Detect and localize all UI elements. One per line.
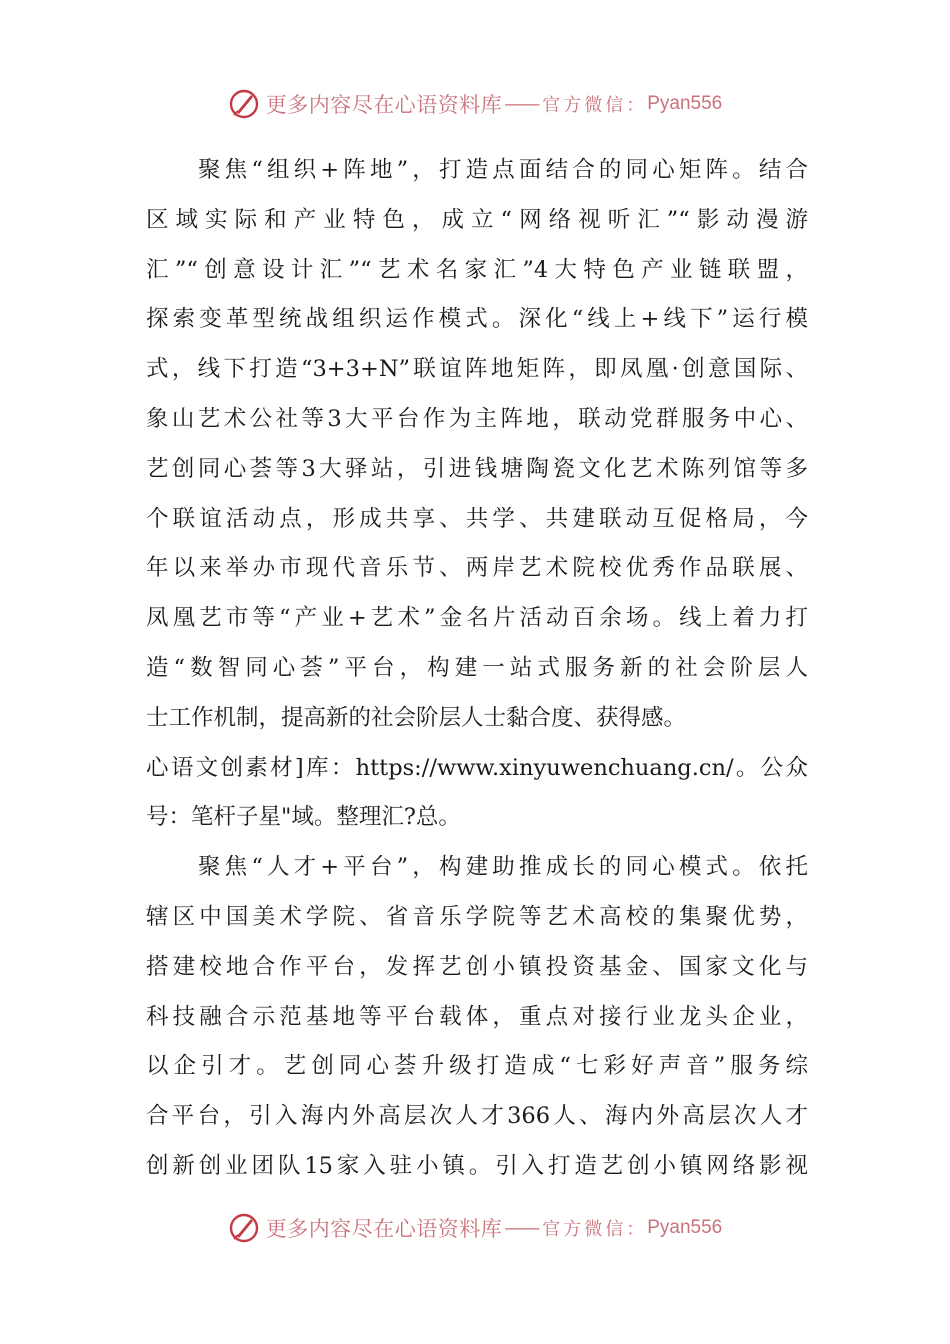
banner-wechat-id: Pyan556: [647, 1217, 723, 1238]
paragraph-2-line: 聚焦“人才+平台”，构建助推成长的同心模式。依托: [198, 854, 808, 881]
header-watermark-banner: [0, 84, 950, 124]
paragraph-2-line: 以企引才。艺创同心荟升级打造成“七彩好声音”服务综: [146, 1053, 808, 1080]
document-body: [146, 146, 808, 1192]
banner-wechat-label: 官方微信：: [542, 95, 648, 116]
paragraph-2-line: 科技融合示范基地等平台载体，重点对接行业龙头企业，: [146, 1003, 808, 1030]
paragraph-1-line: 区域实际和产业特色，成立“网络视听汇”“影动漫游: [146, 206, 808, 233]
banner-separator: ——: [504, 93, 539, 115]
banner-wechat-id: Pyan556: [647, 93, 723, 114]
paragraph-1-line: 汇”“创意设计汇”“艺术名家汇”4大特色产业链联盟，: [146, 256, 808, 283]
paragraph-1-line: 凤凰艺市等“产业+艺术”金名片活动百余场。线上着力打: [146, 605, 808, 632]
footer-watermark-banner: [0, 1208, 950, 1248]
paragraph-2-line: 辖区中国美术学院、省音乐学院等艺术高校的集聚优势，: [146, 903, 808, 930]
banner-site-text: 更多内容尽在心语资料库: [265, 1217, 503, 1241]
quill-pen-logo-icon: [228, 1212, 260, 1244]
source-note-line: 心语文创素材]库：https://www.xinyuwenchuang.cn/。公众: [146, 754, 808, 781]
banner-site-text: 更多内容尽在心语资料库: [265, 93, 503, 117]
banner-wechat-label: 官方微信：: [542, 1219, 648, 1240]
paragraph-2-line: 搭建校地合作平台，发挥艺创小镇投资基金、国家文化与: [146, 953, 808, 980]
paragraph-2-line: 创新创业团队15家入驻小镇。引入打造艺创小镇网络影视: [146, 1152, 808, 1179]
paragraph-1-line: 象山艺术公社等3大平台作为主阵地，联动党群服务中心、: [146, 405, 808, 432]
paragraph-1-line: 士工作机制，提高新的社会阶层人士黏合度、获得感。: [146, 704, 687, 731]
paragraph-1-line: 探索变革型统战组织运作模式。深化“线上+线下”运行模: [146, 306, 808, 333]
banner-separator: ——: [504, 1217, 539, 1239]
paragraph-1-line: 年以来举办市现代音乐节、两岸艺术院校优秀作品联展、: [146, 555, 808, 582]
paragraph-2-line: 合平台，引入海内外高层次人才366人、海内外高层次人才: [146, 1103, 808, 1130]
paragraph-1-line: 聚焦“组织+阵地”，打造点面结合的同心矩阵。结合: [198, 157, 808, 183]
paragraph-1-line: 个联谊活动点，形成共享、共学、共建联动互促格局，今: [146, 505, 808, 532]
paragraph-1-line: 艺创同心荟等3大驿站，引进钱塘陶瓷文化艺术陈列馆等多: [146, 455, 808, 482]
paragraph-1-line: 造“数智同心荟”平台，构建一站式服务新的社会阶层人: [146, 654, 808, 681]
paragraph-1-line: 式，线下打造“3+3+N”联谊阵地矩阵，即凤凰·创意国际、: [146, 356, 808, 383]
source-note-line: 号：笔杆子星"域。整理汇?总。: [146, 804, 461, 831]
quill-pen-logo-icon: [228, 88, 260, 120]
